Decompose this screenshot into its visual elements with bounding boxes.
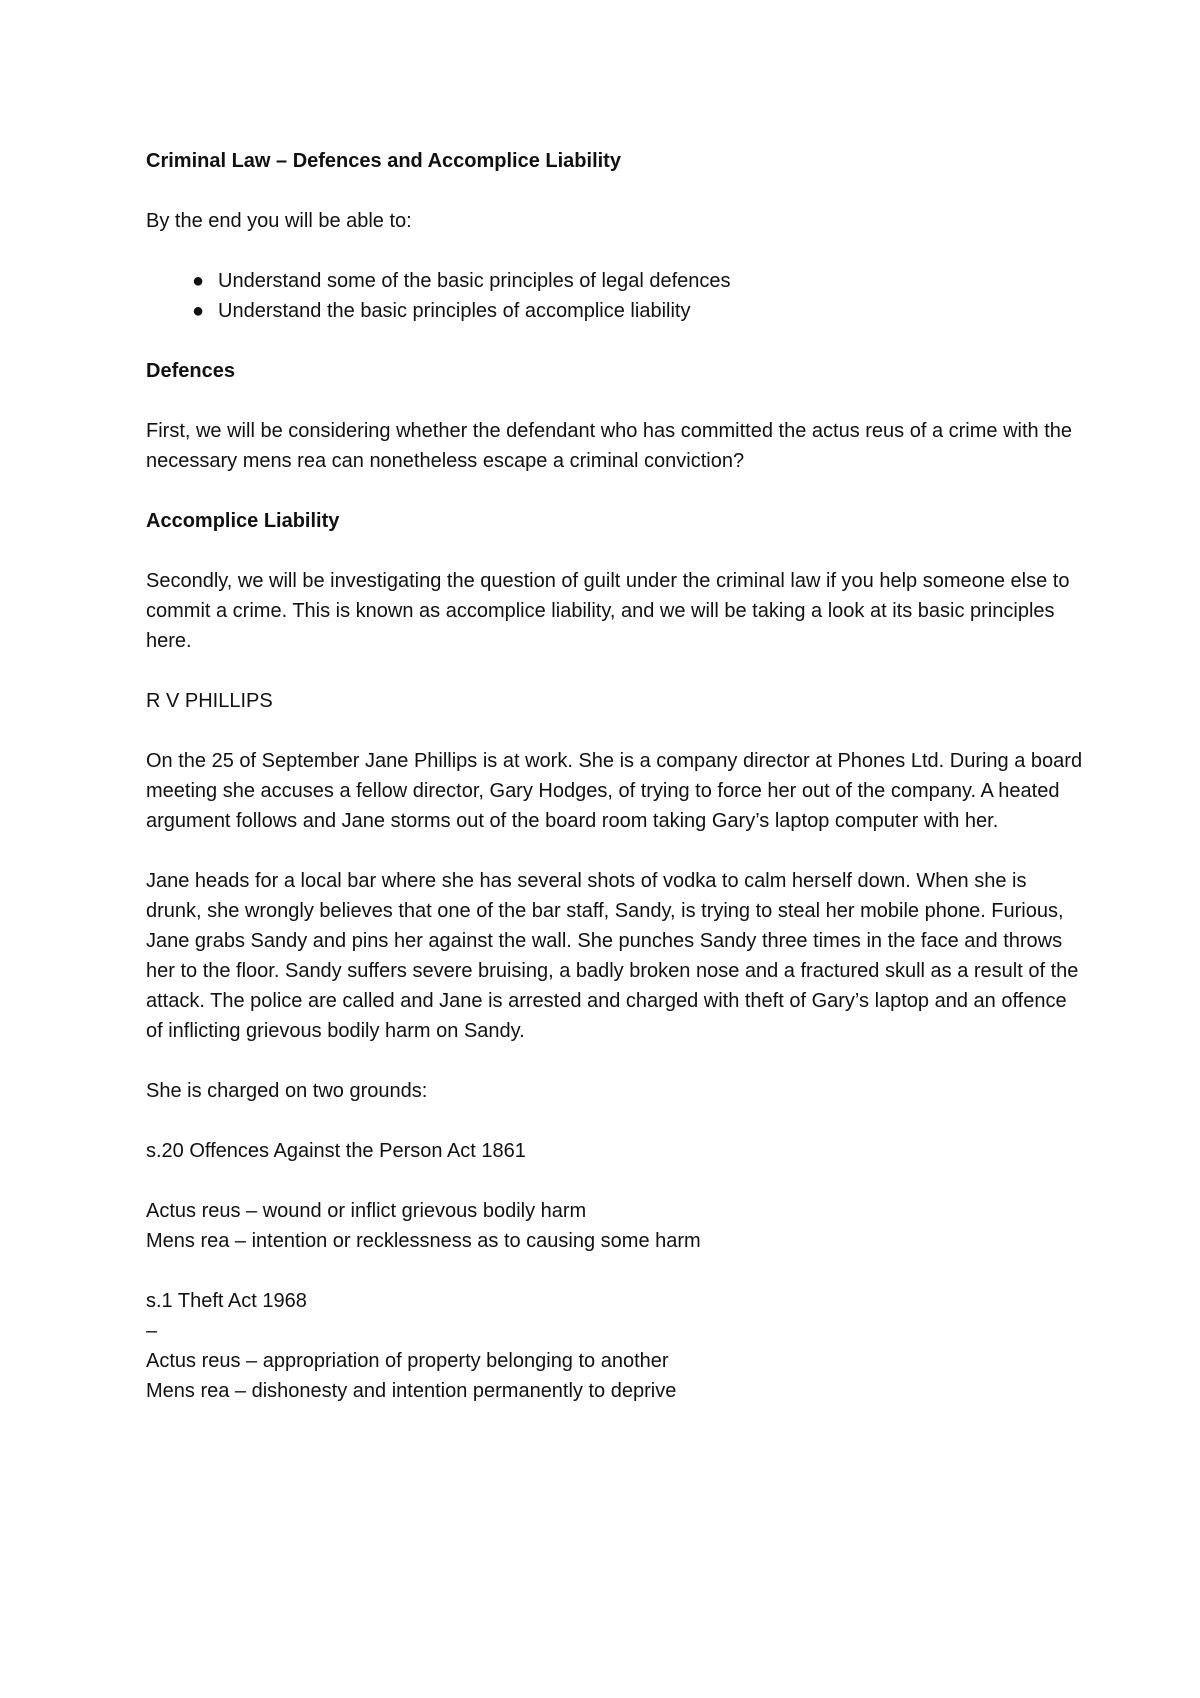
offence-2-dash: – [146, 1320, 158, 1342]
offence-1-title: s.20 Offences Against the Person Act 1861 [146, 1140, 526, 1162]
case-paragraph-1: On the 25 of September Jane Phillips is at work. She is a company director at Phones Ltd. During a board meeting she accuses a fellow director, Gary Hodges, of trying to force her out of the company. A heated argument follows and Jane storms out of the board room taking Gary’s laptop computer with her. [146, 750, 1083, 832]
bullet-icon: ● [191, 270, 205, 292]
offence-1-actus-reus: Actus reus – wound or inflict grievous bodily harm [146, 1200, 587, 1222]
defences-heading: Defences [146, 360, 235, 382]
bullet-icon: ● [191, 300, 205, 322]
list-item [146, 266, 1086, 296]
offence-2-elements [146, 1316, 1086, 1406]
case-name: R V PHILLIPS [146, 690, 273, 712]
list-item [146, 296, 1086, 326]
accomplice-heading: Accomplice Liability [146, 510, 340, 532]
document-title: Criminal Law – Defences and Accomplice Liability [146, 150, 621, 172]
document-body [146, 146, 1086, 1436]
objective-text: Understand some of the basic principles of legal defences [218, 270, 731, 292]
offence-2-actus-reus: Actus reus – appropriation of property belonging to another [146, 1350, 669, 1372]
offence-1-elements [146, 1196, 1086, 1256]
objective-text: Understand the basic principles of accomplice liability [218, 300, 691, 322]
offence-1-mens-rea: Mens rea – intention or recklessness as to causing some harm [146, 1230, 701, 1252]
intro-text: By the end you will be able to: [146, 210, 412, 232]
accomplice-text: Secondly, we will be investigating the question of guilt under the criminal law if you help someone else to commit a crime. This is known as accomplice liability, and we will be taking a look at its basic principles here. [146, 570, 1070, 652]
charges-intro: She is charged on two grounds: [146, 1080, 428, 1102]
defences-text: First, we will be considering whether the defendant who has committed the actus reus of a crime with the necessary mens rea can nonetheless escape a criminal conviction? [146, 420, 1073, 472]
offence-2-mens-rea: Mens rea – dishonesty and intention permanently to deprive [146, 1380, 677, 1402]
objectives-list [146, 266, 1086, 326]
offence-2-title: s.1 Theft Act 1968 [146, 1290, 307, 1312]
case-paragraph-2: Jane heads for a local bar where she has several shots of vodka to calm herself down. When she is drunk, she wrongly believes that one of the bar staff, Sandy, is trying to steal her mobile phone. Furious, Jane grabs Sandy and pins her against the wall. She punches Sandy three times in the face and throws her to the floor. Sandy suffers severe bruising, a badly broken nose and a fractured skull as a result of the attack. The police are called and Jane is arrested and charged with theft of Gary’s laptop and an offence of inflicting grievous bodily harm on Sandy. [146, 870, 1079, 1042]
